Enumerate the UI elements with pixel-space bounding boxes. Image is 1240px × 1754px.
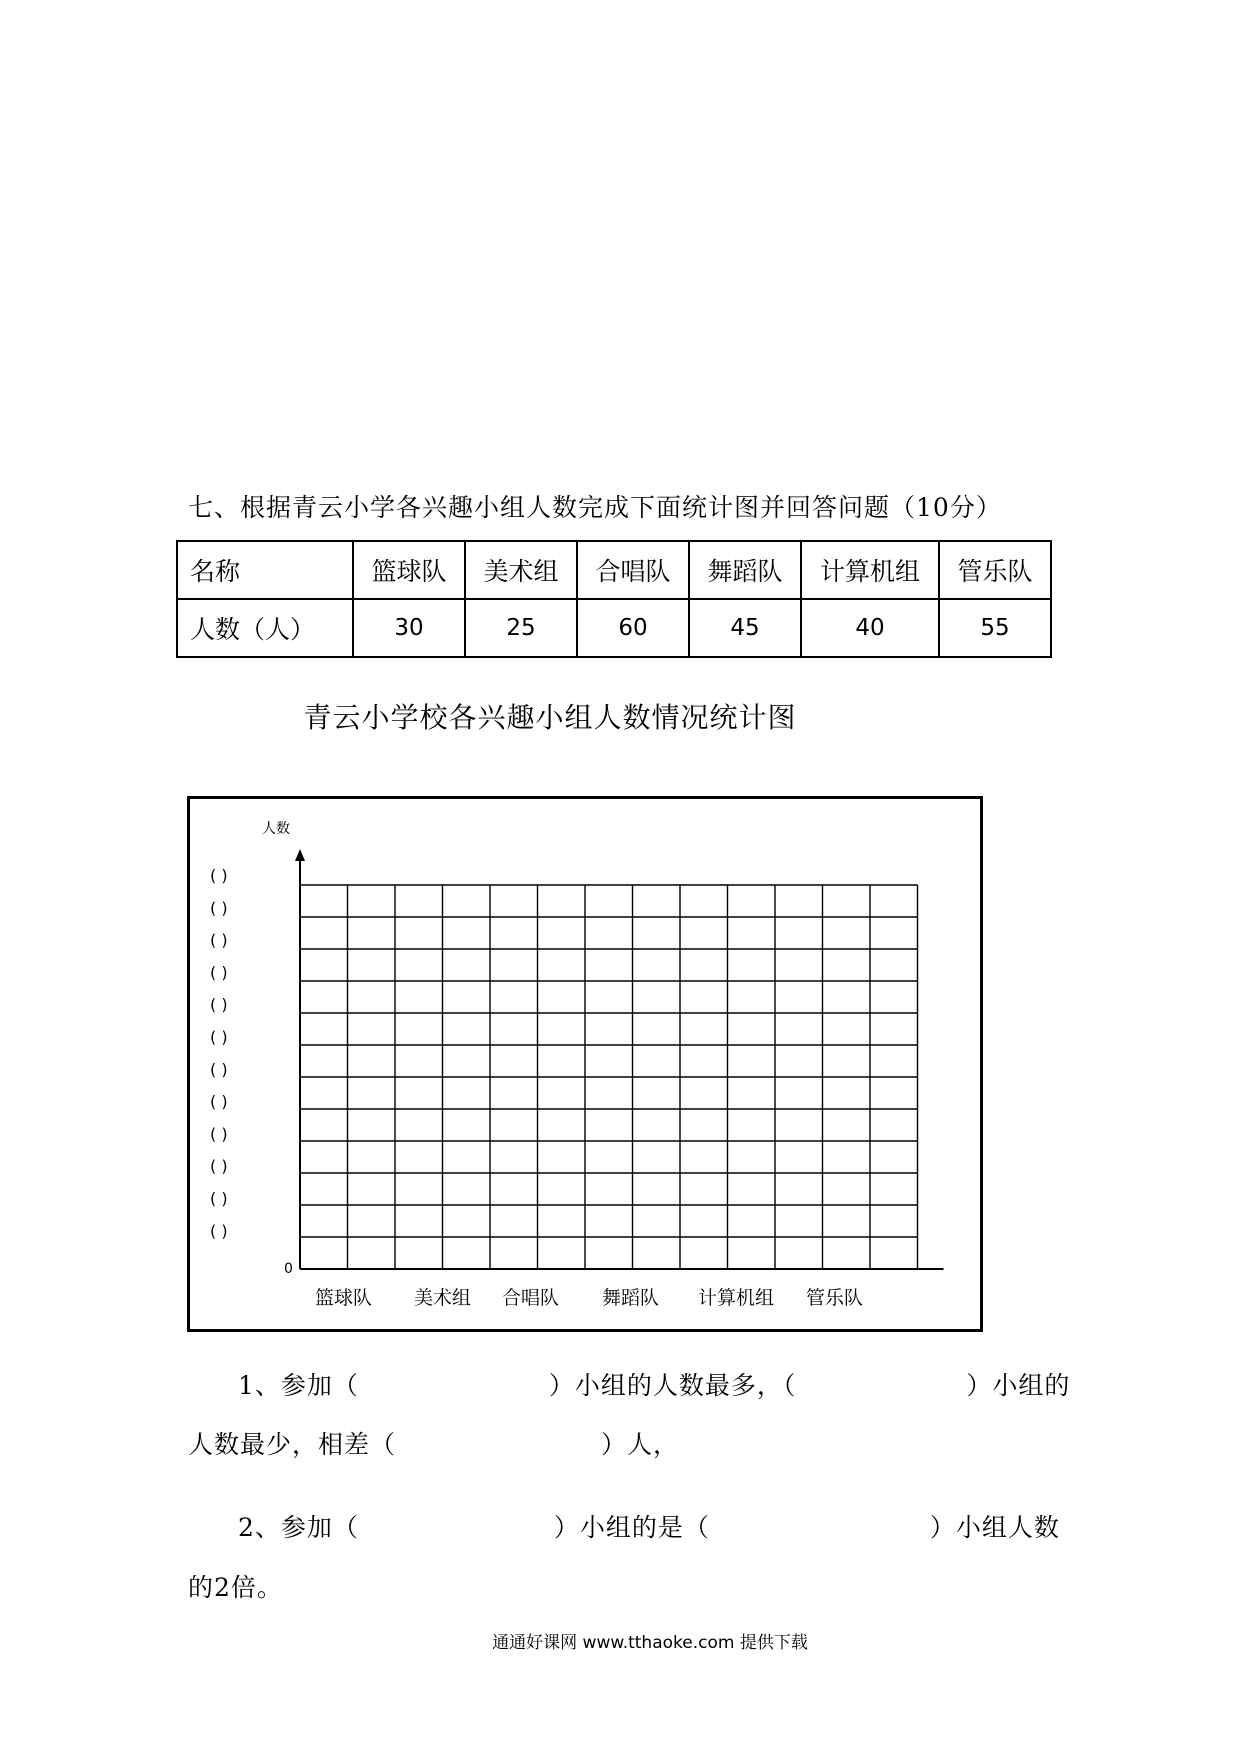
table-cell-count: 55 xyxy=(939,599,1051,657)
table-cell-count: 45 xyxy=(689,599,801,657)
x-category-label: 舞蹈队 xyxy=(602,1287,660,1309)
table-cell-count: 60 xyxy=(577,599,689,657)
subquestion-text: 2、参加（ xyxy=(238,1513,359,1542)
table-cell-group: 计算机组 xyxy=(801,541,939,599)
x-category-label: 计算机组 xyxy=(698,1287,775,1309)
subquestion-text: 1、参加（ xyxy=(238,1371,359,1400)
x-category-label: 篮球队 xyxy=(315,1287,373,1309)
subquestion-1-line-1 xyxy=(188,1366,1070,1402)
subquestion-2-line-1 xyxy=(188,1508,1060,1544)
x-category-label: 合唱队 xyxy=(502,1287,560,1309)
footer: 通通好课网 www.tthaoke.com 提供下载 xyxy=(492,1633,808,1653)
table-cell-count: 40 xyxy=(801,599,939,657)
y-axis-label: 人数 xyxy=(262,821,290,837)
y-tick-placeholder: ( ) xyxy=(210,1092,228,1112)
y-tick-placeholder: ( ) xyxy=(210,1059,228,1079)
subquestion-text: ）小组的 xyxy=(966,1371,1071,1400)
table-cell-group: 篮球队 xyxy=(353,541,465,599)
subquestion-text: 的2倍。 xyxy=(188,1573,283,1602)
bar-chart xyxy=(190,799,980,1329)
table-cell-group: 管乐队 xyxy=(939,541,1051,599)
y-tick-placeholder: ( ) xyxy=(210,930,228,950)
subquestion-2-line-2 xyxy=(188,1568,283,1604)
table-cell-count: 25 xyxy=(465,599,577,657)
chart-frame xyxy=(187,796,983,1332)
subquestion-text: ）小组的人数最多，（ xyxy=(548,1371,797,1400)
chart-title: 青云小学校各兴趣小组人数情况统计图 xyxy=(303,701,797,734)
question-heading: 七、根据青云小学各兴趣小组人数完成下面统计图并回答问题（10分） xyxy=(188,493,1002,522)
subquestion-text: 人数最少，相差（ xyxy=(188,1430,397,1459)
y-tick-placeholder: ( ) xyxy=(210,1221,228,1241)
subquestion-text: ）小组的是（ xyxy=(553,1513,710,1542)
y-tick-labels xyxy=(210,866,228,1240)
y-axis-arrow xyxy=(295,849,305,861)
table-row xyxy=(177,599,1051,657)
y-tick-placeholder: ( ) xyxy=(210,866,228,885)
y-tick-placeholder: ( ) xyxy=(210,1189,228,1208)
y-tick-placeholder: ( ) xyxy=(210,1027,228,1047)
subquestion-text: ）人， xyxy=(601,1430,680,1459)
table-row xyxy=(177,541,1051,599)
table-cell-count: 30 xyxy=(353,599,465,657)
subquestion-1-line-2 xyxy=(188,1425,679,1461)
chart-axes xyxy=(295,849,944,1269)
table-cell-group: 舞蹈队 xyxy=(689,541,801,599)
origin-label: 0 xyxy=(284,1261,293,1277)
y-tick-placeholder: ( ) xyxy=(210,962,228,982)
table-cell-group: 美术组 xyxy=(465,541,577,599)
subquestion-text: ）小组人数 xyxy=(929,1513,1060,1542)
table-cell-group: 合唱队 xyxy=(577,541,689,599)
table-row-label: 人数（人） xyxy=(177,599,353,657)
y-tick-placeholder: ( ) xyxy=(210,1124,228,1144)
x-category-labels xyxy=(315,1287,863,1309)
x-category-label: 管乐队 xyxy=(806,1287,864,1309)
data-table xyxy=(176,540,1052,658)
x-category-label: 美术组 xyxy=(414,1287,472,1309)
chart-grid xyxy=(300,885,918,1269)
y-tick-placeholder: ( ) xyxy=(210,898,228,918)
y-tick-placeholder: ( ) xyxy=(210,1156,228,1176)
y-tick-placeholder: ( ) xyxy=(210,995,228,1015)
table-header-label: 名称 xyxy=(177,541,353,599)
